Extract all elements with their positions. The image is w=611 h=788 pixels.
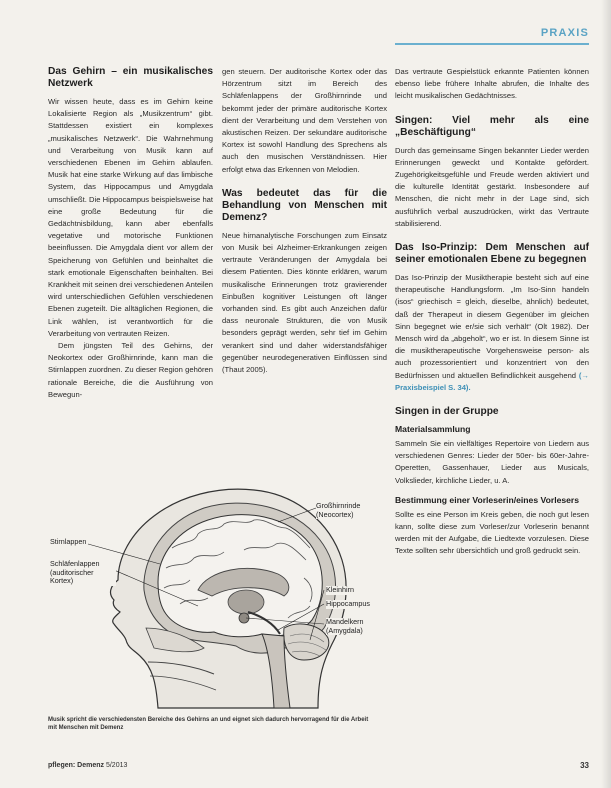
article-heading: Das Gehirn – ein musikalisches Netzwerk xyxy=(48,66,213,89)
body-paragraph: Wir wissen heute, dass es im Gehirn keine Lokalisierte Region als „Musikzentrum“ gibt. Stattdessen existiert ein komplexes „musikalisches Netzwerk“. Die Wahrnehmung und Verarbeitung von Musik kann auf verschiedenen Ebenen im Gehirn ablaufen. Musik hat eine starke Wirkung auf das limbische System, das Hippocampus und Amygdala umschließt. Die Hippocampus beispielsweise hat eine große Bedeutung für die Gedächtnisbildung, kann aber ebenfalls vegetative und motorische Funktionen beeinflussen. Die Amygdala dient vor allem der Speicherung von Gefühlen und beinhaltet die stark emotionale Eigenschaften beinhalten. Bei Krankheit mit seinen drei verschiedenen Anteilen wird unterschiedlichen Gefühlen verschiedenen Ebenen zugeteilt. Die alltäglichen Regionen, die Link wählen, ist verantwortlich für die Verarbeitung von vertrauten Reizen. xyxy=(48,97,213,338)
journal-name: pflegen: Demenz xyxy=(48,762,105,769)
body-paragraph: Dem jüngsten Teil des Gehirns, der Neokortex oder Großhirnrinde, kann man die Stirnlappen zuordnen. Zu dieser Region gehören rationale Bereiche, die die Ausführung von Bewegun- xyxy=(48,341,213,399)
brain-figure xyxy=(48,478,381,708)
label-temporal-lobe: Schläfenlappen (auditorischer Kortex) xyxy=(50,560,116,586)
label-frontal-lobe: Stirnlappen xyxy=(50,537,87,546)
label-hippocampus: Hippocampus xyxy=(326,599,370,608)
cross-reference-link[interactable]: (→ Praxisbeispiel S. 34). xyxy=(395,370,589,392)
label-amygdala: Mandelkern (Amygdala) xyxy=(326,618,380,635)
section-heading: Das Iso-Prinzip: Dem Menschen auf seiner emotionalen Ebene zu begegnen xyxy=(395,242,589,266)
section-label: PRAXIS xyxy=(540,27,589,39)
body-text: Das Iso-Prinzip der Musiktherapie besteht sich auf eine therapeutische Handlungsform. „Im Iso-Sinn handeln (isos“ griechisch = gleich, dieselbe, ähnlich) bedeutet, daß der Therapeut in diesem Gegenüber im gleichen Sinn begegnet wie er/sie sich verhält“ (Olt 1982). Der Mensch wird da „abgeholt“, wo er ist. In diesem Sinne ist die musiktherapeutische Vorgehensweise person- als auch prozessorientiert und konzentriert von den Bedürfnissen und aktuellen Befindlichkeit ausgehend xyxy=(395,273,589,380)
issue-number: 5/2013 xyxy=(105,762,128,769)
body-paragraph: gen steuern. Der auditorische Kortex oder das Hörzentrum sitzt im Bereich des Schläfenlappens der Großhirnrinde und bekommt jeder der primäre auditorische Kortex dient der Verarbeitung und dem Verstehen von akustischen Reizen. Der sekundäre auditorische Kortex ist sowohl Handlung des Sprechens als auch den musischen Verständnissen. Hier erfolgt etwa das Erkennen von Melodien. xyxy=(222,67,387,174)
body-paragraph: Das vertraute Gespielstück erkannte Patienten können ebenso liebe frühere Inhalte abrufen, die Inhalte des leicht musikalischen Gedächtnisses. xyxy=(395,67,589,101)
label-cerebellum: Kleinhirn xyxy=(326,585,354,594)
body-paragraph xyxy=(395,272,589,394)
sub-heading: Materialsammlung xyxy=(395,424,471,435)
section-heading: Singen in der Gruppe xyxy=(395,406,499,418)
page-header xyxy=(0,0,611,50)
body-paragraph: Sammeln Sie ein vielfältiges Repertoire von Liedern aus verschiedenen Genres: Lieder der 50er- bis 60er-Jahre-Operetten, Gassenhauer, Lieder aus Musicals, Volkslieder, kirchliche Lieder, u. A. xyxy=(395,439,589,485)
section-heading: Was bedeutet das für die Behandlung von Menschen mit Demenz? xyxy=(222,187,387,223)
page-number: 33 xyxy=(580,761,589,770)
footer-journal xyxy=(48,762,127,769)
label-cortex: Großhirnrinde (Neocortex) xyxy=(316,502,380,519)
page-edge-shadow xyxy=(601,0,611,788)
column-1 xyxy=(48,66,213,399)
figure-caption: Musik spricht die verschiedensten Bereiche des Gehirns an und eignet sich dadurch hervorragend für die Arbeit mit Menschen mit Demenz xyxy=(48,717,369,731)
section-heading: Singen: Viel mehr als eine „Beschäftigung“ xyxy=(395,114,589,138)
column-2 xyxy=(222,66,387,376)
body-paragraph: Durch das gemeinsame Singen bekannter Lieder werden Erinnerungen geweckt und Kontakte gefördert. Zugehörigkeitsgefühle und Freude werden aktiviert und die kulturelle Identität gestärkt. Insbesondere auf Menschen, die nicht mehr in der Lage sind, sich ausführlich verbal auszudrücken, wirkt das Vertraute stabilisierend. xyxy=(395,145,589,228)
column-3 xyxy=(395,66,589,736)
sub-heading: Bestimmung einer Vorleserin/eines Vorlesers xyxy=(395,494,580,505)
body-paragraph: Sollte es eine Person im Kreis geben, die noch gut lesen kann, sollte diese zum Vorleser/zur Vorleserin benannt werden mit der Aufgabe, die Liedtexte vorzulesen. Diese Texte sollten sehr übersichtlich und groß gedruckt sein. xyxy=(395,509,589,556)
section-rule xyxy=(395,43,589,45)
body-paragraph: Neue hirnanalytische Forschungen zum Einsatz von Musik bei Alzheimer-Erkrankungen zeigen vertraute Veränderungen der Amygdala bei diesem Patienten. Dies könnte erklären, warum musikalische Erinnerungen trotz gravierender Einbußen kognitiver Leistungen oft länger vorhanden sind. Es gibt auch Anzeichen dafür dass neuronale Strukturen, die von Musik besonders geprägt werden, sehr tief im Gehirn verankert sind und daher widerstandsfähiger gegenüber neurodegenerativen Einflüssen sind (Thaut 2005). xyxy=(222,230,387,375)
